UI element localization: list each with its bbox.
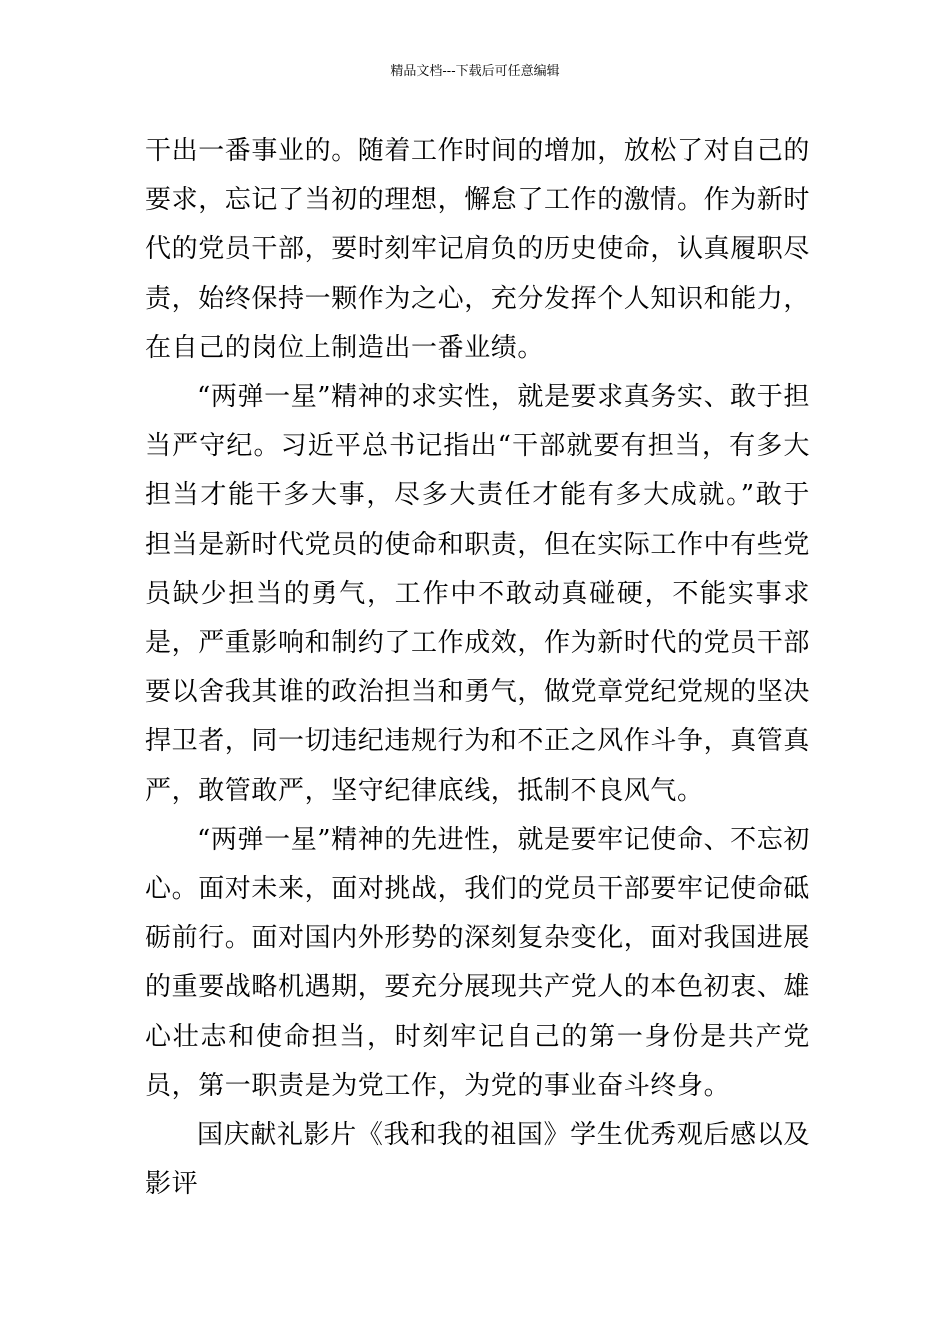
paragraph-advancement: “两弹一星”精神的先进性，就是要牢记使命、不忘初心。面对未来，面对挑战，我们的党员干部要牢记使命砥砺前行。面对国内外形势的深刻复杂变化，面对我国进展的重要战略机遇期，要充分展现共产党人的本色初衷、雄心壮志和使命担当，时刻牢记自己的第一身份是共产党员，第一职责是为党工作，为党的事业奋斗终身。 <box>145 824 811 1101</box>
paragraph-continuation: 干出一番事业的。随着工作时间的增加，放松了对自己的要求，忘记了当初的理想，懈怠了工作的激情。作为新时代的党员干部，要时刻牢记肩负的历史使命，认真履职尽责，始终保持一颗作为之心，充分发挥个人知识和能力，在自己的岗位上制造出一番业绩。 <box>145 136 811 363</box>
page-header: 精品文档---下载后可任意编辑 <box>390 64 560 79</box>
document-body <box>145 127 810 1209</box>
paragraph-practicality: “两弹一星”精神的求实性，就是要求真务实、敢于担当严守纪。习近平总书记指出“干部就要有担当，有多大担当才能干多大事，尽多大责任才能有多大成就。”敢于担当是新时代党员的使命和职责，但在实际工作中有些党员缺少担当的勇气，工作中不敢动真碰硬，不能实事求是，严重影响和制约了工作成效，作为新时代的党员干部要以舍我其谁的政治担当和勇气，做党章党纪党规的坚决捍卫者，同一切违纪违规行为和不正之风作斗争，真管真严，敢管敢严，坚守纪律底线，抵制不良风气。 <box>145 382 811 806</box>
section-heading-movie-review: 国庆献礼影片《我和我的祖国》学生优秀观后感以及影评 <box>145 1120 810 1200</box>
